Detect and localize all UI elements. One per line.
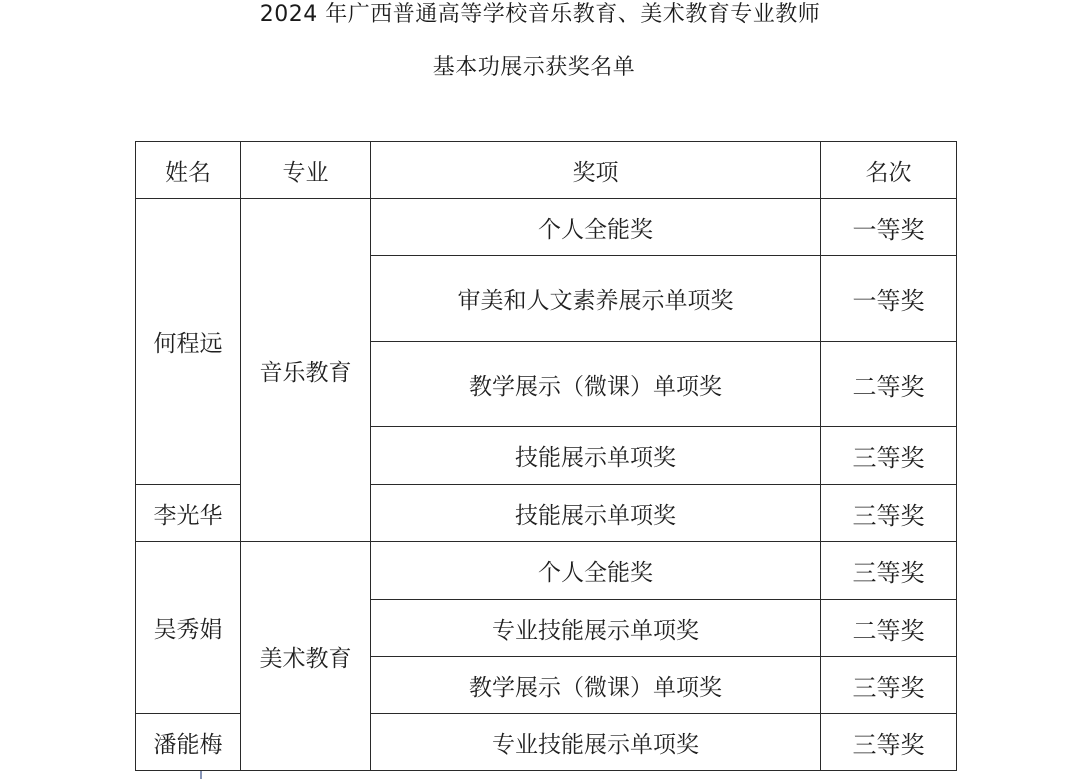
header-award: 奖项 — [371, 142, 821, 199]
award-cell: 专业技能展示单项奖 — [371, 714, 821, 771]
header-name: 姓名 — [136, 142, 241, 199]
award-cell: 教学展示（微课）单项奖 — [371, 657, 821, 714]
name-cell: 李光华 — [136, 485, 241, 542]
award-cell: 教学展示（微课）单项奖 — [371, 342, 821, 427]
document-title: 2024 年广西普通高等学校音乐教育、美术教育专业教师 — [259, 2, 821, 27]
rank-cell: 二等奖 — [821, 342, 957, 427]
table-row — [136, 542, 957, 600]
table-header-row — [136, 142, 957, 199]
header-major: 专业 — [241, 142, 371, 199]
award-cell: 技能展示单项奖 — [371, 427, 821, 485]
rank-cell: 一等奖 — [821, 256, 957, 342]
rank-cell: 二等奖 — [821, 600, 957, 657]
name-cell: 吴秀娟 — [136, 542, 241, 714]
rank-cell: 三等奖 — [821, 714, 957, 771]
table-row — [136, 199, 957, 256]
award-cell: 专业技能展示单项奖 — [371, 600, 821, 657]
rank-cell: 三等奖 — [821, 542, 957, 600]
award-cell: 个人全能奖 — [371, 542, 821, 600]
text-cursor-mark — [200, 771, 202, 779]
name-cell: 何程远 — [136, 199, 241, 485]
major-cell: 音乐教育 — [241, 199, 371, 542]
awards-table — [135, 141, 957, 771]
rank-cell: 三等奖 — [821, 427, 957, 485]
rank-cell: 一等奖 — [821, 199, 957, 256]
award-cell: 个人全能奖 — [371, 199, 821, 256]
award-cell: 技能展示单项奖 — [371, 485, 821, 542]
award-cell: 审美和人文素养展示单项奖 — [371, 256, 821, 342]
rank-cell: 三等奖 — [821, 657, 957, 714]
document-subtitle: 基本功展示获奖名单 — [432, 55, 636, 80]
header-rank: 名次 — [821, 142, 957, 199]
name-cell: 潘能梅 — [136, 714, 241, 771]
rank-cell: 三等奖 — [821, 485, 957, 542]
major-cell: 美术教育 — [241, 542, 371, 771]
